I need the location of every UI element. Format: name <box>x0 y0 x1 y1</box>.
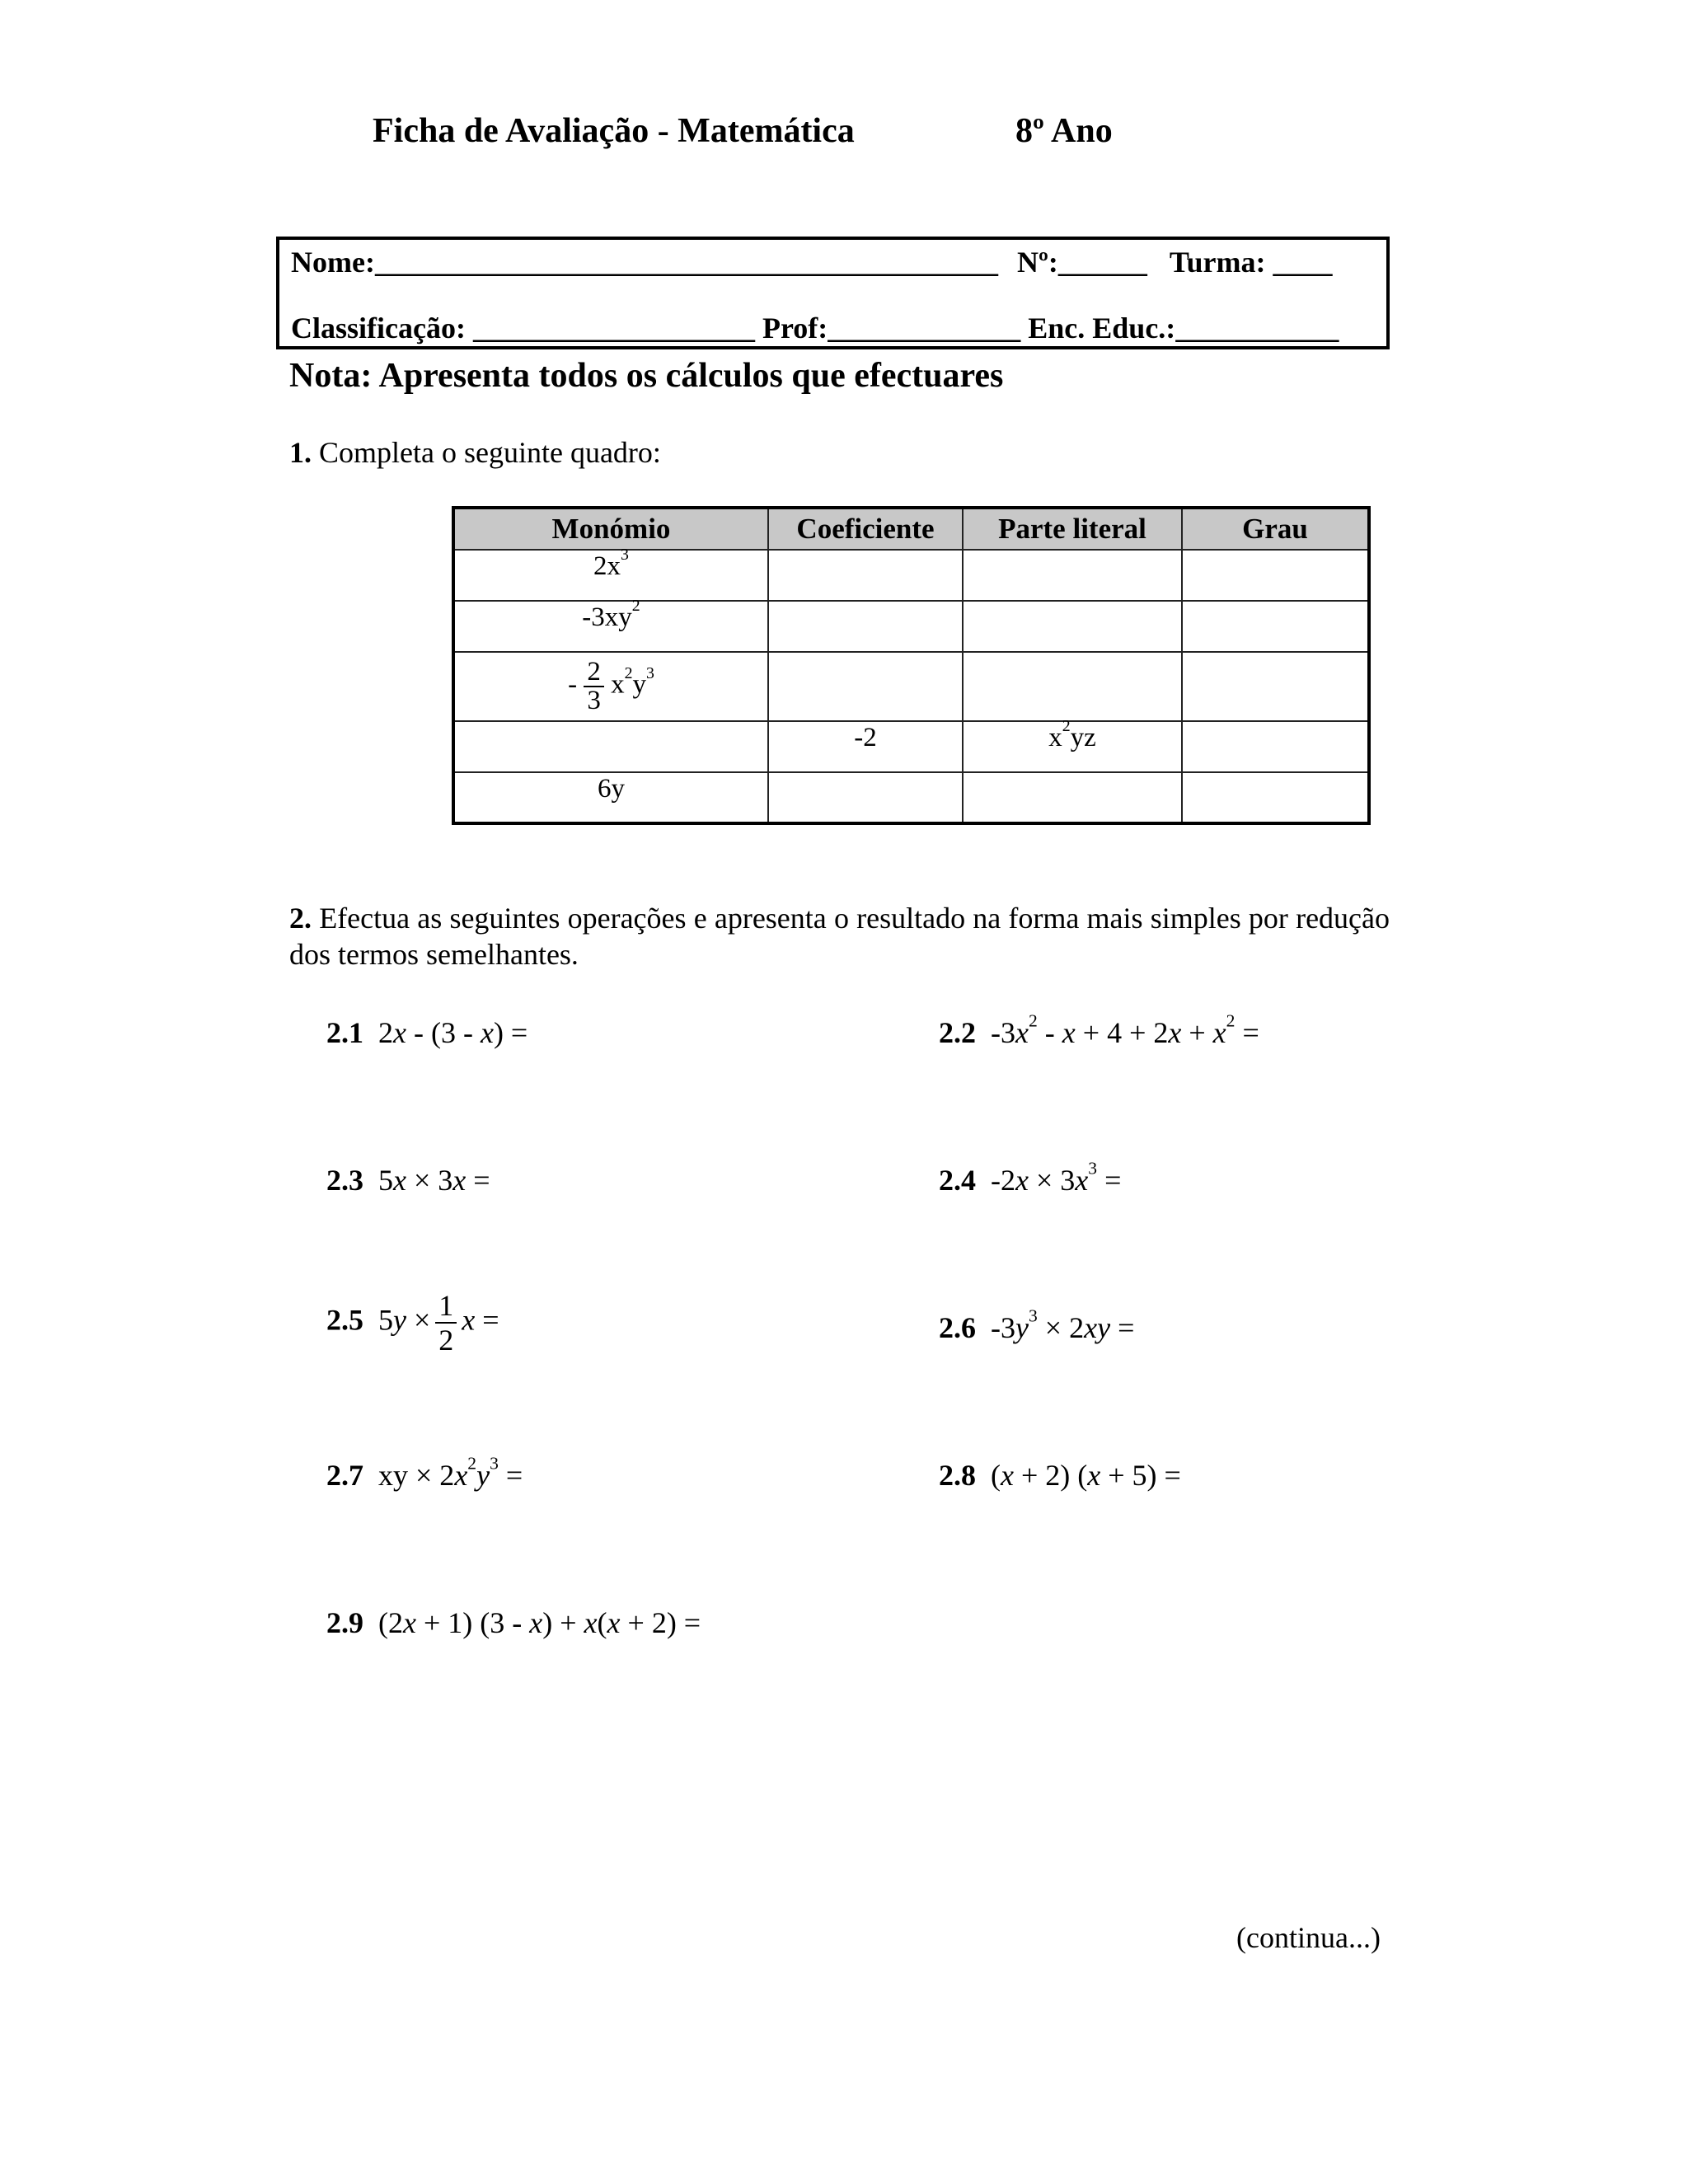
enc-educ-label: Enc. Educ.: <box>1028 312 1176 344</box>
header-grau: Grau <box>1182 508 1369 550</box>
cell-coeficiente[interactable] <box>768 772 963 823</box>
classificacao-field[interactable]: ___________________ <box>472 312 755 344</box>
table-row <box>453 772 1369 823</box>
exercise-2-7: 2.7 xy × $2x^2y^3$ = <box>326 1453 523 1492</box>
q2-number: 2. <box>289 902 312 935</box>
q2-statement <box>289 900 1390 972</box>
cell-coeficiente[interactable] <box>768 601 963 652</box>
numero-field[interactable]: ______ <box>1057 246 1147 279</box>
fraction: $\frac{2}{3}$ <box>584 658 604 715</box>
cell-parte-literal: $x^2yz$ <box>963 721 1182 772</box>
exercise-2-9: 2.9 (2x + 1) (3 - x) + x(x + 2) = <box>326 1606 701 1639</box>
cell-grau[interactable] <box>1182 772 1369 823</box>
cell-parte-literal[interactable] <box>963 652 1182 721</box>
cell-coeficiente[interactable] <box>768 550 963 601</box>
q2-text: Efectua as seguintes operações e apresenta o resultado na forma mais simples por redução dos termos semelhantes. <box>289 902 1390 971</box>
table-row <box>453 601 1369 652</box>
classificacao-label: Classificação: <box>291 312 466 344</box>
numero-label: Nº: <box>1016 246 1058 279</box>
cell-parte-literal[interactable] <box>963 601 1182 652</box>
info-row-2 <box>291 311 1339 345</box>
continua-note: (continua...) <box>1236 1921 1381 1954</box>
q1-text: Completa o seguinte quadro: <box>319 436 661 469</box>
q1-statement <box>289 435 661 470</box>
exercise-2-8: 2.8 (x + 2) (x + 5) = <box>939 1459 1181 1492</box>
header-monomio: Monómio <box>453 508 768 550</box>
table-row <box>453 721 1369 772</box>
monomial-table <box>452 506 1371 825</box>
table-header-row <box>453 508 1369 550</box>
cell-monomio: - $\frac{2}{3}$ $x^2y^3$ <box>453 652 768 721</box>
table-row <box>453 652 1369 721</box>
table-row <box>453 550 1369 601</box>
cell-parte-literal[interactable] <box>963 550 1182 601</box>
cell-monomio: $-3xy^2$ <box>453 601 768 652</box>
prof-field[interactable]: _____________ <box>828 312 1021 344</box>
nome-label: Nome: <box>291 246 375 279</box>
cell-monomio: $2x^3$ <box>453 550 768 601</box>
cell-monomio[interactable] <box>453 721 768 772</box>
info-row-1 <box>291 245 1333 279</box>
student-info-box <box>276 237 1390 349</box>
cell-coeficiente: -2 <box>768 721 963 772</box>
page-title: Ficha de Avaliação - Matemática <box>373 112 855 150</box>
nome-field[interactable]: __________________________________________ <box>374 246 998 279</box>
turma-label: Turma: <box>1169 246 1266 279</box>
prof-label: Prof: <box>762 312 828 344</box>
cell-grau[interactable] <box>1182 550 1369 601</box>
q1-number: 1. <box>289 436 312 469</box>
fraction: $\frac{1}{2}$ <box>435 1289 457 1357</box>
enc-educ-field[interactable]: ___________ <box>1175 312 1339 344</box>
cell-parte-literal[interactable] <box>963 772 1182 823</box>
grade-label: 8º Ano <box>1015 112 1113 150</box>
exercise-2-4: 2.4 $-2x \times 3x^3$ = <box>939 1158 1122 1197</box>
header-parte-literal: Parte literal <box>963 508 1182 550</box>
cell-coeficiente[interactable] <box>768 652 963 721</box>
exercise-2-6: 2.6 $-3y^3 \times 2xy$ = <box>939 1305 1135 1344</box>
nota: Nota: Apresenta todos os cálculos que efectuares <box>289 357 1004 395</box>
turma-field[interactable]: ____ <box>1273 246 1333 279</box>
cell-monomio: 6y <box>453 772 768 823</box>
cell-grau[interactable] <box>1182 652 1369 721</box>
cell-grau[interactable] <box>1182 601 1369 652</box>
exercise-2-3: 2.3 5x × 3x = <box>326 1164 490 1197</box>
exercise-2-2: 2.2 $-3x^2 - x + 4 + 2x + x^2$ = <box>939 1010 1259 1049</box>
exercise-2-1: 2.1 2x - (3 - x) = <box>326 1016 528 1049</box>
header-coeficiente: Coeficiente <box>768 508 963 550</box>
exercise-2-5: 2.5 5y × $\frac{1}{2}$ x = <box>326 1289 499 1357</box>
cell-grau[interactable] <box>1182 721 1369 772</box>
